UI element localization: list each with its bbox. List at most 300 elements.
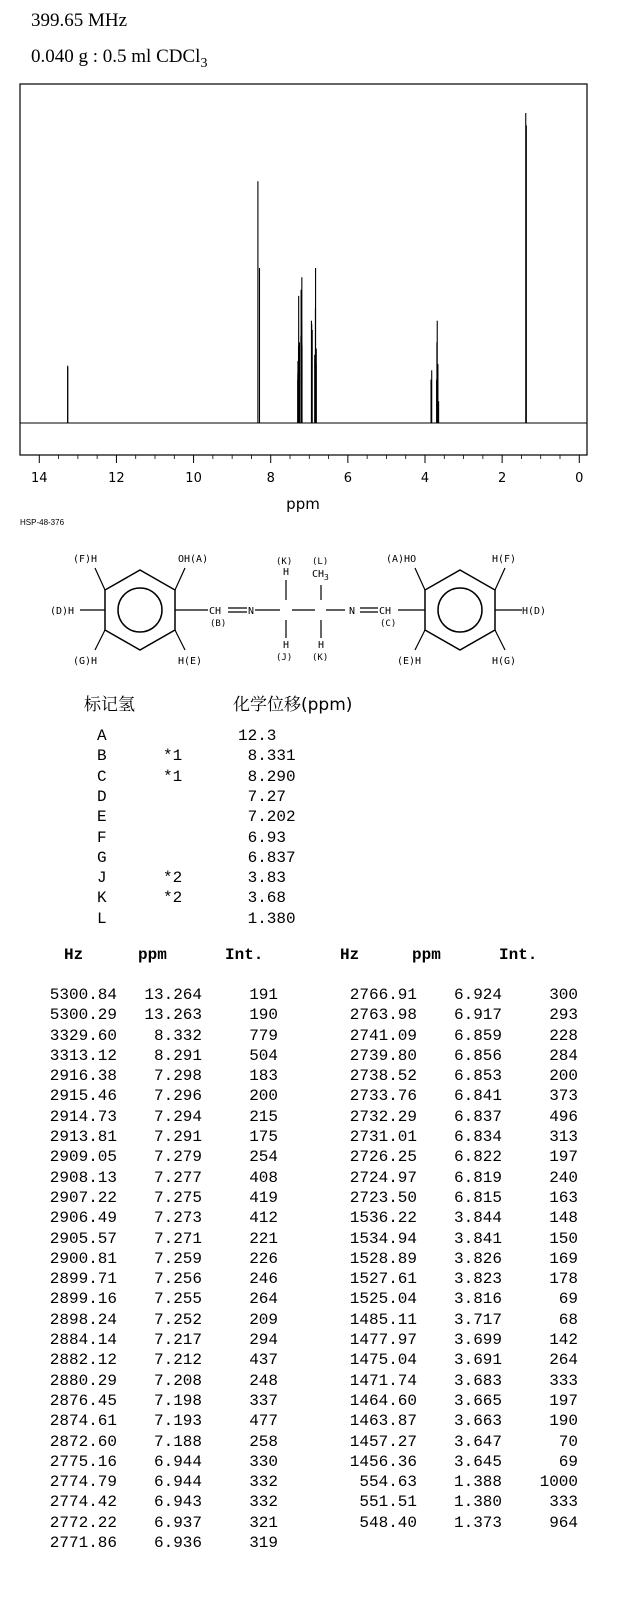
peak-hz: 2741.09	[349, 1026, 417, 1045]
peak-ppm: 6.841	[453, 1087, 502, 1106]
shift-table-row	[0, 909, 626, 930]
label-eh-right: (E)H	[397, 656, 422, 667]
label-h-bot1: H	[283, 640, 290, 651]
peak-header-ppm-left: ppm	[138, 946, 167, 964]
peak-ppm: 8.332	[153, 1026, 202, 1045]
peak-intensity: 330	[249, 1452, 278, 1471]
peak-table-row	[0, 1452, 300, 1472]
peak-hz: 2914.73	[49, 1107, 117, 1126]
peak-intensity: 148	[549, 1209, 578, 1228]
peak-intensity: 169	[549, 1249, 578, 1268]
peak-table-row	[0, 1168, 300, 1188]
sample-text: 0.040 g : 0.5 ml CDCl	[31, 46, 201, 67]
peak-table-row	[300, 1269, 600, 1289]
peak-hz: 2899.16	[49, 1290, 117, 1309]
shift-label: G	[97, 848, 107, 867]
shift-table-row	[0, 807, 626, 828]
peak-intensity: 964	[549, 1513, 578, 1532]
label-oh-left: OH(A)	[178, 554, 209, 565]
shift-label: C	[97, 767, 107, 786]
peak-hz: 3313.12	[49, 1046, 117, 1065]
x-tick-label: 14	[31, 471, 48, 486]
shift-label: K	[97, 889, 107, 908]
peak-table-row	[0, 1533, 300, 1553]
peak-table-row	[0, 1330, 300, 1350]
peak-hz: 1534.94	[349, 1229, 417, 1248]
shift-shift: 6.93	[238, 828, 287, 847]
label-ho-right: (A)HO	[386, 554, 417, 565]
peak-hz: 2882.12	[49, 1351, 117, 1370]
peak-hz: 2876.45	[49, 1391, 117, 1410]
peak-table-row	[0, 1249, 300, 1269]
shift-label: F	[97, 828, 107, 847]
peak-table-row	[0, 1066, 300, 1086]
peak-hz: 2738.52	[349, 1067, 417, 1086]
x-tick-label: 4	[420, 471, 430, 486]
peak-intensity: 333	[549, 1493, 578, 1512]
peak-ppm: 13.264	[144, 986, 202, 1004]
peak-ppm: 6.853	[453, 1067, 502, 1086]
peak-ppm: 7.291	[153, 1128, 202, 1147]
x-tick-label: 8	[266, 471, 275, 486]
sample-concentration	[31, 46, 207, 72]
shift-table-header-shift: 化学位移(ppm)	[233, 695, 353, 715]
peak-ppm: 13.263	[144, 1006, 202, 1025]
x-tick-label: 2	[498, 471, 507, 486]
peak-hz: 2731.01	[349, 1128, 417, 1147]
peak-table-row	[300, 1492, 600, 1512]
peak-intensity: 1000	[539, 1473, 578, 1492]
peak-hz: 1457.27	[349, 1432, 417, 1451]
shift-note: *1	[163, 767, 183, 786]
peak-ppm: 3.816	[453, 1290, 502, 1309]
peak-hz: 551.51	[359, 1493, 417, 1512]
peak-hz: 2732.29	[349, 1107, 417, 1126]
shift-note: *1	[163, 747, 183, 766]
peak-table-row	[300, 1289, 600, 1309]
label-gh-left: (G)H	[73, 656, 98, 667]
peak-table-row	[0, 1147, 300, 1167]
peak-ppm: 1.373	[453, 1513, 502, 1532]
peak-table-row	[300, 1107, 600, 1127]
shift-shift: 7.202	[238, 808, 296, 827]
peak-table-right	[300, 985, 600, 1533]
peak-intensity: 240	[549, 1168, 578, 1187]
shift-label: E	[97, 808, 107, 827]
shift-shift: 12.3	[238, 727, 277, 745]
peak-intensity: 412	[249, 1209, 278, 1228]
peak-intensity: 142	[549, 1331, 578, 1350]
shift-table-row	[0, 787, 626, 808]
peak-table-row	[300, 1310, 600, 1330]
peak-intensity: 197	[549, 1391, 578, 1410]
peak-intensity: 294	[249, 1331, 278, 1350]
peak-table-row	[300, 1208, 600, 1228]
shift-table-row	[0, 848, 626, 869]
peak-table-row	[0, 1289, 300, 1309]
peak-hz: 2906.49	[49, 1209, 117, 1228]
label-n-right: N	[349, 606, 356, 617]
right-benzene-ring	[425, 570, 495, 650]
peak-header-hz-right: Hz	[340, 946, 360, 964]
label-h-top: H	[283, 567, 290, 578]
left-benzene-ring	[105, 570, 175, 650]
label-fh-right: H(F)	[492, 554, 517, 565]
peak-intensity: 68	[558, 1310, 578, 1329]
shift-table-row	[0, 746, 626, 767]
peak-intensity: 209	[249, 1310, 278, 1329]
nmr-spectrum-chart	[0, 80, 626, 520]
label-ch-right: CH	[379, 606, 392, 617]
peak-ppm: 6.815	[453, 1188, 502, 1207]
peak-table-row	[300, 1513, 600, 1533]
peak-table-row	[0, 1188, 300, 1208]
peak-hz: 2724.97	[349, 1168, 417, 1187]
peak-ppm: 6.917	[453, 1006, 502, 1025]
peak-hz: 1463.87	[349, 1412, 417, 1431]
peak-ppm: 7.296	[153, 1087, 202, 1106]
peak-intensity: 496	[549, 1107, 578, 1126]
peak-hz: 2733.76	[349, 1087, 417, 1106]
shift-table-row	[0, 767, 626, 788]
peak-hz: 554.63	[359, 1473, 417, 1492]
peak-hz: 1475.04	[349, 1351, 417, 1370]
peak-ppm: 3.699	[453, 1331, 502, 1350]
x-tick-label: 6	[343, 471, 352, 486]
peak-ppm: 6.837	[453, 1107, 502, 1126]
peak-intensity: 437	[249, 1351, 278, 1370]
peak-ppm: 3.717	[453, 1310, 502, 1329]
right-aromatic-circle	[438, 588, 482, 632]
peak-ppm: 3.823	[453, 1270, 502, 1289]
peak-ppm: 3.663	[453, 1412, 502, 1431]
peak-ppm: 6.944	[153, 1473, 202, 1492]
peak-table-row	[0, 1208, 300, 1228]
label-gh-right: H(G)	[492, 656, 517, 667]
peak-intensity: 226	[249, 1249, 278, 1268]
peak-intensity: 254	[249, 1148, 278, 1167]
peak-ppm: 3.844	[453, 1209, 502, 1228]
peak-ppm: 7.255	[153, 1290, 202, 1309]
shift-label: A	[97, 727, 107, 745]
peak-table-row	[0, 1086, 300, 1106]
peak-table-row	[300, 1046, 600, 1066]
peak-intensity: 228	[549, 1026, 578, 1045]
peak-intensity: 200	[549, 1067, 578, 1086]
peak-hz: 2723.50	[349, 1188, 417, 1207]
peak-intensity: 264	[549, 1351, 578, 1370]
peak-hz: 1527.61	[349, 1270, 417, 1289]
peak-table-row	[0, 1229, 300, 1249]
peak-ppm: 3.665	[453, 1391, 502, 1410]
peak-intensity: 264	[249, 1290, 278, 1309]
peak-hz: 2726.25	[349, 1148, 417, 1167]
x-axis-ticks	[31, 455, 583, 486]
peak-ppm: 3.691	[453, 1351, 502, 1370]
peak-ppm: 7.259	[153, 1249, 202, 1268]
peak-ppm: 1.388	[453, 1473, 502, 1492]
peak-ppm: 7.212	[153, 1351, 202, 1370]
peak-intensity: 70	[558, 1432, 578, 1451]
peak-ppm: 7.208	[153, 1371, 202, 1390]
x-tick-label: 0	[575, 471, 584, 486]
peak-ppm: 6.936	[153, 1534, 202, 1553]
peak-intensity: 175	[249, 1128, 278, 1147]
peak-table-row	[300, 1168, 600, 1188]
peak-header-ppm-right: ppm	[412, 946, 441, 964]
peak-intensity: 779	[249, 1026, 278, 1045]
shift-shift: 6.837	[238, 848, 296, 867]
peak-intensity: 190	[549, 1412, 578, 1431]
peak-intensity: 313	[549, 1128, 578, 1147]
peak-table-row	[0, 1107, 300, 1127]
shift-table-row	[0, 868, 626, 889]
peak-hz: 1471.74	[349, 1371, 417, 1390]
x-tick-label: 12	[108, 471, 125, 486]
peak-hz: 1536.22	[349, 1209, 417, 1228]
peak-intensity: 197	[549, 1148, 578, 1167]
peak-ppm: 3.841	[453, 1229, 502, 1248]
peak-ppm: 6.924	[453, 986, 502, 1004]
peak-hz: 2907.22	[49, 1188, 117, 1207]
label-eh-left: H(E)	[178, 656, 203, 667]
peak-header-int-right: Int.	[499, 946, 538, 964]
peak-table-row	[300, 1086, 600, 1106]
peak-table-row	[300, 1350, 600, 1370]
peak-intensity: 300	[549, 986, 578, 1004]
sample-subscript: 3	[200, 55, 208, 71]
shift-label: D	[97, 787, 107, 806]
peak-table-row	[0, 1350, 300, 1370]
peak-hz: 2872.60	[49, 1432, 117, 1451]
peak-table-row	[300, 1249, 600, 1269]
shift-note: *2	[163, 869, 183, 888]
peak-hz: 1456.36	[349, 1452, 417, 1471]
peak-table-row	[300, 1452, 600, 1472]
peak-ppm: 7.275	[153, 1188, 202, 1207]
peak-table-row	[0, 1411, 300, 1431]
peak-intensity: 191	[249, 986, 278, 1004]
peak-hz: 2766.91	[349, 986, 417, 1004]
peak-table-row	[300, 1147, 600, 1167]
peak-table-row	[300, 1066, 600, 1086]
peak-ppm: 7.277	[153, 1168, 202, 1187]
peak-hz: 2884.14	[49, 1331, 117, 1350]
peak-table-row	[300, 985, 600, 1005]
label-c: (C)	[380, 619, 397, 629]
peak-table-row	[0, 1005, 300, 1025]
peak-intensity: 183	[249, 1067, 278, 1086]
peak-intensity: 163	[549, 1188, 578, 1207]
peak-hz: 1485.11	[349, 1310, 417, 1329]
peak-hz: 1477.97	[349, 1331, 417, 1350]
peak-hz: 1528.89	[349, 1249, 417, 1268]
peak-hz: 2915.46	[49, 1087, 117, 1106]
peak-table-row	[0, 1269, 300, 1289]
shift-shift: 3.68	[238, 889, 287, 908]
peak-table-row	[300, 1127, 600, 1147]
peak-hz: 1464.60	[349, 1391, 417, 1410]
peak-table-row	[300, 1391, 600, 1411]
peak-hz: 2771.86	[49, 1534, 117, 1553]
plot-frame	[20, 84, 587, 455]
peak-header-int-left: Int.	[225, 946, 264, 964]
peak-intensity: 321	[249, 1513, 278, 1532]
peak-table-row	[0, 1391, 300, 1411]
peak-ppm: 8.291	[153, 1046, 202, 1065]
peak-hz: 2900.81	[49, 1249, 117, 1268]
shift-shift: 7.27	[238, 787, 287, 806]
shift-shift: 1.380	[238, 909, 296, 928]
peak-ppm: 7.298	[153, 1067, 202, 1086]
peak-hz: 2775.16	[49, 1452, 117, 1471]
peak-intensity: 337	[249, 1391, 278, 1410]
peak-hz: 2916.38	[49, 1067, 117, 1086]
peak-hz: 5300.84	[49, 986, 117, 1004]
peak-ppm: 7.271	[153, 1229, 202, 1248]
peak-table-row	[0, 1046, 300, 1066]
peak-intensity: 332	[249, 1493, 278, 1512]
shift-shift: 8.331	[238, 747, 296, 766]
peak-ppm: 6.944	[153, 1452, 202, 1471]
peak-ppm: 1.380	[453, 1493, 502, 1512]
peaks-layer	[68, 113, 527, 423]
label-ch-left: CH	[209, 606, 222, 617]
peak-intensity: 200	[249, 1087, 278, 1106]
peak-hz: 2880.29	[49, 1371, 117, 1390]
peak-intensity: 419	[249, 1188, 278, 1207]
peak-table-row	[300, 1005, 600, 1025]
peak-ppm: 6.834	[453, 1128, 502, 1147]
peak-hz: 548.40	[359, 1513, 417, 1532]
shift-label: B	[97, 747, 107, 766]
label-fh-left: (F)H	[73, 554, 98, 565]
peak-hz: 2763.98	[349, 1006, 417, 1025]
peak-ppm: 7.193	[153, 1412, 202, 1431]
shift-note: *2	[163, 889, 183, 908]
shift-shift: 3.83	[238, 869, 287, 888]
label-l: (L)	[312, 557, 329, 567]
peak-table-row	[0, 1026, 300, 1046]
peak-ppm: 6.937	[153, 1513, 202, 1532]
peak-ppm: 7.188	[153, 1432, 202, 1451]
shift-table-header-hydrogen: 标记氢	[84, 695, 135, 715]
label-k-bot: (K)	[312, 653, 329, 663]
peak-ppm: 3.826	[453, 1249, 502, 1268]
peak-hz: 2772.22	[49, 1513, 117, 1532]
peak-intensity: 373	[549, 1087, 578, 1106]
shift-label: J	[97, 869, 107, 888]
peak-ppm: 7.279	[153, 1148, 202, 1167]
peak-table-row	[300, 1026, 600, 1046]
label-ch3-sub: 3	[324, 573, 329, 582]
label-dh-right: H(D)	[522, 606, 547, 617]
peak-table-left	[0, 985, 300, 1553]
label-b: (B)	[210, 619, 227, 629]
label-h-bot2: H	[318, 640, 325, 651]
peak-ppm: 6.819	[453, 1168, 502, 1187]
shift-table-row	[0, 828, 626, 849]
peak-ppm: 6.822	[453, 1148, 502, 1167]
peak-header-hz-left: Hz	[64, 946, 84, 964]
peak-intensity: 258	[249, 1432, 278, 1451]
molecule-structure	[40, 550, 600, 690]
spectrum-code: HSP-48-376	[20, 518, 65, 527]
peak-hz: 5300.29	[49, 1006, 117, 1025]
peak-hz: 2909.05	[49, 1148, 117, 1167]
shift-label: L	[97, 909, 107, 928]
peak-ppm: 7.198	[153, 1391, 202, 1410]
peak-table-row	[300, 1330, 600, 1350]
peak-hz: 2908.13	[49, 1168, 117, 1187]
peak-ppm: 7.252	[153, 1310, 202, 1329]
peak-ppm: 3.683	[453, 1371, 502, 1390]
peak-table-row	[0, 985, 300, 1005]
peak-table-row	[0, 1432, 300, 1452]
peak-hz: 2899.71	[49, 1270, 117, 1289]
peak-ppm: 6.856	[453, 1046, 502, 1065]
peak-table-row	[0, 1492, 300, 1512]
peak-table-row	[0, 1310, 300, 1330]
peak-intensity: 221	[249, 1229, 278, 1248]
peak-ppm: 6.859	[453, 1026, 502, 1045]
shift-shift: 8.290	[238, 767, 296, 786]
peak-intensity: 333	[549, 1371, 578, 1390]
peak-intensity: 69	[558, 1452, 578, 1471]
peak-hz: 2739.80	[349, 1046, 417, 1065]
peak-table-row	[300, 1371, 600, 1391]
peak-hz: 2774.42	[49, 1493, 117, 1512]
label-ch3	[312, 569, 329, 582]
spectrometer-frequency: 399.65 MHz	[31, 10, 128, 31]
peak-intensity: 246	[249, 1270, 278, 1289]
peak-ppm: 7.294	[153, 1107, 202, 1126]
x-axis-label: ppm	[286, 495, 320, 513]
peak-table-row	[300, 1432, 600, 1452]
peak-intensity: 477	[249, 1412, 278, 1431]
left-aromatic-circle	[118, 588, 162, 632]
peak-intensity: 248	[249, 1371, 278, 1390]
label-k-top: (K)	[276, 557, 293, 567]
peak-ppm: 7.273	[153, 1209, 202, 1228]
peak-intensity: 150	[549, 1229, 578, 1248]
peak-intensity: 319	[249, 1534, 278, 1553]
peak-ppm: 7.217	[153, 1331, 202, 1350]
peak-intensity: 69	[558, 1290, 578, 1309]
label-dh-left: (D)H	[50, 606, 75, 617]
peak-table-row	[300, 1472, 600, 1492]
peak-intensity: 178	[549, 1270, 578, 1289]
peak-hz: 2913.81	[49, 1128, 117, 1147]
peak-ppm: 7.256	[153, 1270, 202, 1289]
peak-table-row	[300, 1229, 600, 1249]
peak-hz: 2905.57	[49, 1229, 117, 1248]
peak-ppm: 6.943	[153, 1493, 202, 1512]
peak-hz: 2898.24	[49, 1310, 117, 1329]
peak-intensity: 190	[249, 1006, 278, 1025]
label-n-left: N	[248, 606, 255, 617]
peak-hz: 3329.60	[49, 1026, 117, 1045]
peak-intensity: 504	[249, 1046, 278, 1065]
peak-ppm: 3.645	[453, 1452, 502, 1471]
peak-intensity: 332	[249, 1473, 278, 1492]
peak-intensity: 284	[549, 1046, 578, 1065]
peak-table-row	[300, 1411, 600, 1431]
peak-table-row	[0, 1371, 300, 1391]
peak-intensity: 293	[549, 1006, 578, 1025]
peak-table-row	[0, 1127, 300, 1147]
peak-hz: 1525.04	[349, 1290, 417, 1309]
